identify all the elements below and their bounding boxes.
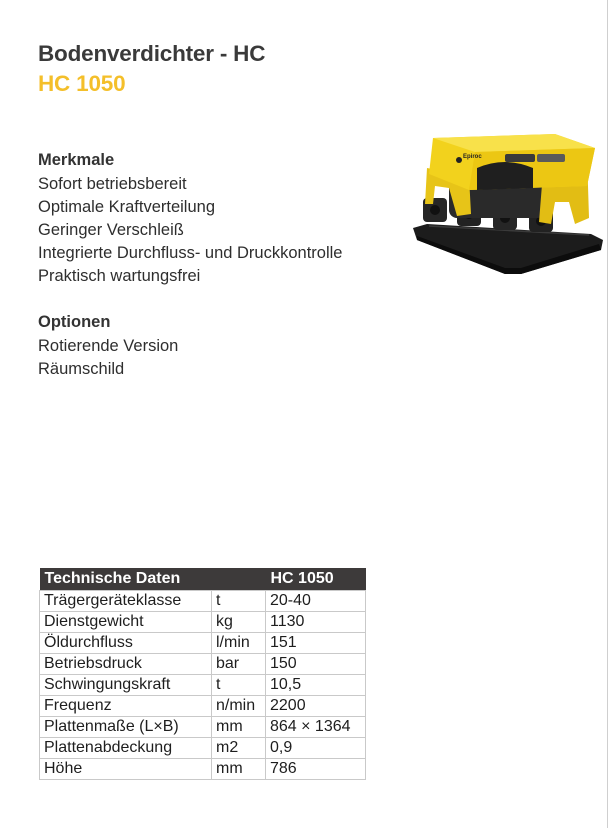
features-list [38,173,342,288]
spec-value: 786 [266,759,366,780]
spec-value: 10,5 [266,675,366,696]
spec-value: 150 [266,654,366,675]
feature-item: Optimale Kraftverteilung [38,198,215,216]
spec-unit: t [212,675,266,696]
spec-label: Schwingungskraft [40,675,212,696]
table-row [40,612,366,633]
features-heading: Merkmale [38,151,115,169]
plate-compactor-image [405,128,605,278]
spec-value: 864 × 1364 [266,717,366,738]
page-title: Bodenverdichter - HC [38,41,266,66]
spec-value: 151 [266,633,366,654]
spec-label: Plattenmaße (L×B) [40,717,212,738]
feature-item: Praktisch wartungsfrei [38,267,201,285]
spec-value: 2200 [266,696,366,717]
spec-value: 20-40 [266,591,366,612]
spec-label: Plattenabdeckung [40,738,212,759]
model-title: HC 1050 [38,71,126,96]
spec-unit: m2 [212,738,266,759]
page-edge-divider [607,0,608,828]
table-row [40,591,366,612]
table-row [40,759,366,780]
feature-item: Geringer Verschleiß [38,221,184,239]
spec-value: 1130 [266,612,366,633]
table-header-row [40,568,366,591]
header-label: Technische Daten [40,568,212,591]
spec-label: Trägergeräteklasse [40,591,212,612]
spec-unit: mm [212,717,266,738]
header-model: HC 1050 [266,568,366,591]
option-item: Rotierende Version [38,337,179,355]
spec-value: 0,9 [266,738,366,759]
spec-unit: t [212,591,266,612]
options-heading: Optionen [38,313,111,331]
spec-label: Öldurchfluss [40,633,212,654]
feature-item: Integrierte Durchfluss- und Druckkontrolle [38,244,343,262]
spec-label: Frequenz [40,696,212,717]
options-list [38,335,178,381]
table-row [40,696,366,717]
table-row [40,654,366,675]
table-row [40,717,366,738]
spec-label: Dienstgewicht [40,612,212,633]
spec-unit: bar [212,654,266,675]
table-row [40,738,366,759]
spec-unit: n/min [212,696,266,717]
spec-label: Betriebsdruck [40,654,212,675]
spec-label: Höhe [40,759,212,780]
option-item: Räumschild [38,360,125,378]
table-row [40,633,366,654]
spec-unit: mm [212,759,266,780]
table-row [40,675,366,696]
spec-unit: l/min [212,633,266,654]
svg-text:Epiroc: Epiroc [463,154,482,160]
feature-item: Sofort betriebsbereit [38,175,187,193]
header-unit [212,568,266,591]
technical-data-table [39,568,366,780]
spec-unit: kg [212,612,266,633]
